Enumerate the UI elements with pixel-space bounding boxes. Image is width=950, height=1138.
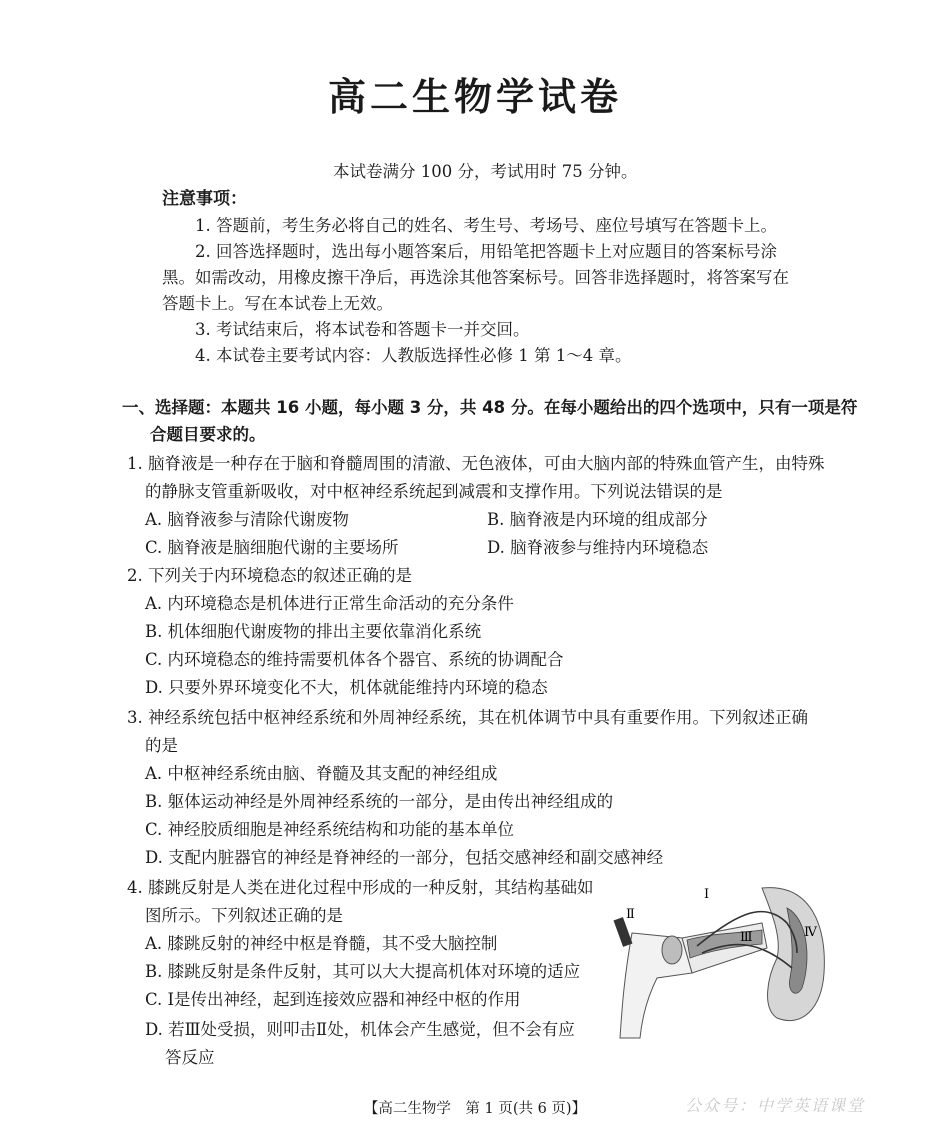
q3-option-c: C. 神经胶质细胞是神经系统结构和功能的基本单位: [145, 820, 515, 839]
figure-label-1: Ⅰ: [704, 887, 710, 902]
q1-option-b: B. 脑脊液是内环境的组成部分: [487, 510, 708, 529]
q1-stem-cont: 的静脉支管重新吸收，对中枢神经系统起到减震和支撑作用。下列说法错误的是: [145, 482, 723, 501]
figure-label-4: Ⅳ: [804, 925, 817, 940]
page-footer: 【高二生物学 第 1 页(共 6 页)】: [363, 1101, 587, 1117]
q3-stem: 3. 神经系统包括中枢神经系统和外周神经系统，其在机体调节中具有重要作用。下列叙述正确: [127, 708, 808, 727]
page-title: 高二生物学试卷: [327, 75, 622, 119]
note-line: 3. 考试结束后，将本试卷和答题卡一并交回。: [195, 320, 530, 339]
q4-option-b: B. 膝跳反射是条件反射，其可以大大提高机体对环境的适应: [145, 962, 581, 981]
q1-option-d: D. 脑脊液参与维持内环境稳态: [487, 538, 709, 557]
q4-option-d: D. 若Ⅲ处受损，则叩击Ⅱ处，机体会产生感觉，但不会有应: [145, 1020, 575, 1039]
note-line: 答题卡上。写在本试卷上无效。: [162, 294, 393, 313]
note-line: 4. 本试卷主要考试内容：人教版选择性必修 1 第 1～4 章。: [195, 346, 632, 365]
knee-reflex-diagram: [612, 878, 827, 1043]
q1-option-c: C. 脑脊液是脑细胞代谢的主要场所: [145, 538, 399, 557]
q3-option-a: A. 中枢神经系统由脑、脊髓及其支配的神经组成: [145, 764, 498, 783]
note-line: 1. 答题前，考生务必将自己的姓名、考生号、考场号、座位号填写在答题卡上。: [195, 216, 777, 235]
q2-stem: 2. 下列关于内环境稳态的叙述正确的是: [127, 566, 412, 585]
notes-heading: 注意事项：: [162, 189, 247, 209]
figure-label-2: Ⅱ: [626, 907, 635, 922]
q3-stem-cont: 的是: [145, 736, 178, 755]
figure-label-3: Ⅲ: [740, 930, 753, 945]
q3-option-d: D. 支配内脏器官的神经是脊神经的一部分，包括交感神经和副交感神经: [145, 848, 664, 867]
q4-option-a: A. 膝跳反射的神经中枢是脊髓，其不受大脑控制: [145, 934, 498, 953]
q1-stem: 1. 脑脊液是一种存在于脑和脊髓周围的清澈、无色液体，可由大脑内部的特殊血管产生，由特殊: [127, 454, 825, 473]
exam-info: 本试卷满分 100 分，考试用时 75 分钟。: [333, 162, 638, 181]
q2-option-b: B. 机体细胞代谢废物的排出主要依靠消化系统: [145, 622, 482, 641]
q4-stem-cont: 图所示。下列叙述正确的是: [145, 906, 343, 925]
note-line: 2. 回答选择题时，选出每小题答案后，用铅笔把答题卡上对应题目的答案标号涂: [195, 242, 777, 261]
q4-option-c: C. Ⅰ是传出神经，起到连接效应器和神经中枢的作用: [145, 990, 521, 1009]
knee-shape: [662, 936, 682, 964]
q4-option-d-cont: 答反应: [165, 1048, 215, 1067]
section-heading-cont: 合题目要求的。: [150, 425, 266, 444]
q3-option-b: B. 躯体运动神经是外周神经系统的一部分，是由传出神经组成的: [145, 792, 614, 811]
q1-option-a: A. 脑脊液参与清除代谢废物: [145, 510, 349, 529]
q2-option-c: C. 内环境稳态的维持需要机体各个器官、系统的协调配合: [145, 650, 564, 669]
section-heading: 一、选择题：本题共 16 小题，每小题 3 分，共 48 分。在每小题给出的四个选项中，只有一项是符: [122, 398, 858, 417]
q4-stem: 4. 膝跳反射是人类在进化过程中形成的一种反射，其结构基础如: [127, 878, 594, 897]
note-line: 黑。如需改动，用橡皮擦干净后，再选涂其他答案标号。回答非选择题时，将答案写在: [162, 268, 789, 287]
q2-option-a: A. 内环境稳态是机体进行正常生命活动的充分条件: [145, 594, 514, 613]
watermark: 公众号：中学英语课堂: [685, 1096, 866, 1115]
q2-option-d: D. 只要外界环境变化不大，机体就能维持内环境的稳态: [145, 678, 548, 697]
